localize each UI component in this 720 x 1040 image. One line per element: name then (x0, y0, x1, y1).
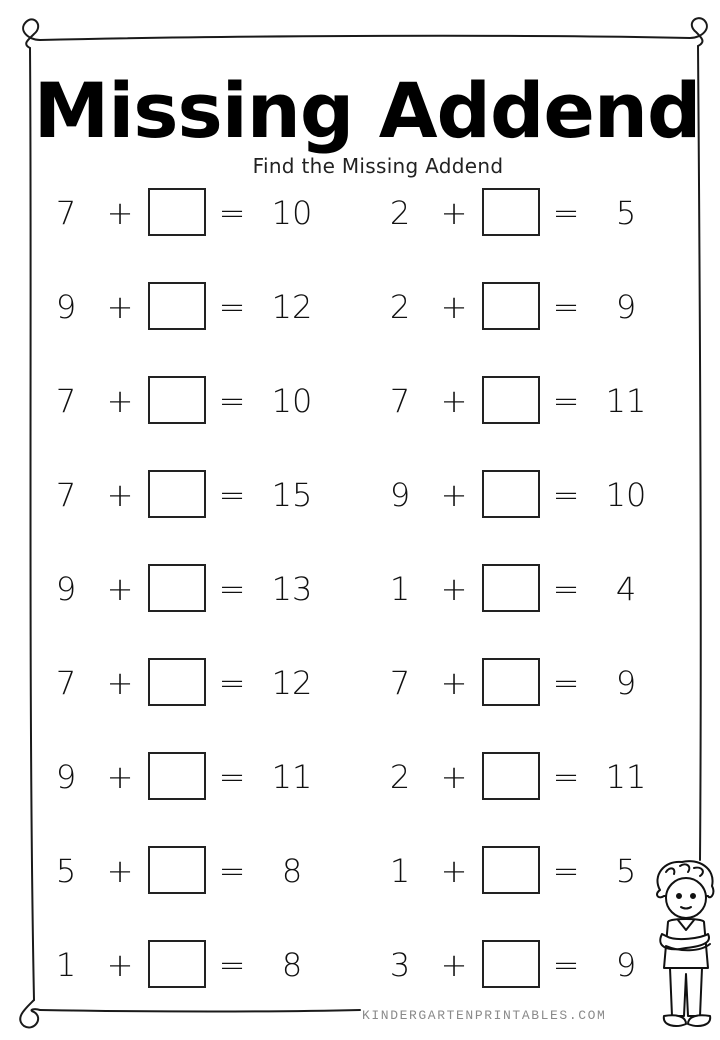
equals-sign: = (218, 570, 246, 608)
plus-sign: + (106, 946, 134, 984)
known-addend: 7 (55, 194, 77, 232)
answer-box[interactable] (482, 940, 540, 988)
known-addend: 2 (389, 288, 411, 326)
answer-box[interactable] (148, 846, 206, 894)
equals-sign: = (552, 476, 580, 514)
equals-sign: = (552, 194, 580, 232)
equals-sign: = (552, 758, 580, 796)
problem-row (374, 752, 694, 846)
known-addend: 1 (389, 570, 411, 608)
problem-row (374, 282, 694, 376)
answer-box[interactable] (148, 376, 206, 424)
equals-sign: = (218, 382, 246, 420)
answer-box[interactable] (148, 564, 206, 612)
problem-row (40, 940, 360, 1034)
equals-sign: = (552, 382, 580, 420)
known-addend: 7 (389, 382, 411, 420)
equals-sign: = (552, 946, 580, 984)
problem-row (40, 376, 360, 470)
answer-box[interactable] (482, 752, 540, 800)
equals-sign: = (552, 288, 580, 326)
known-addend: 7 (55, 382, 77, 420)
answer-box[interactable] (148, 470, 206, 518)
equals-sign: = (552, 664, 580, 702)
plus-sign: + (440, 570, 468, 608)
problem-row (40, 846, 360, 940)
plus-sign: + (106, 570, 134, 608)
sum-value: 4 (615, 570, 637, 608)
plus-sign: + (106, 664, 134, 702)
plus-sign: + (440, 852, 468, 890)
sum-value: 12 (271, 664, 313, 702)
sum-value: 9 (615, 288, 637, 326)
sum-value: 11 (605, 382, 647, 420)
plus-sign: + (106, 758, 134, 796)
answer-box[interactable] (148, 188, 206, 236)
sum-value: 13 (271, 570, 313, 608)
answer-box[interactable] (482, 188, 540, 236)
known-addend: 5 (55, 852, 77, 890)
problem-row (374, 470, 694, 564)
answer-box[interactable] (148, 282, 206, 330)
known-addend: 9 (55, 288, 77, 326)
sum-value: 5 (615, 194, 637, 232)
plus-sign: + (106, 288, 134, 326)
answer-box[interactable] (148, 940, 206, 988)
known-addend: 2 (389, 194, 411, 232)
known-addend: 2 (389, 758, 411, 796)
problem-row (40, 658, 360, 752)
equals-sign: = (218, 664, 246, 702)
sum-value: 11 (271, 758, 313, 796)
plus-sign: + (440, 288, 468, 326)
equals-sign: = (552, 852, 580, 890)
problem-row (40, 752, 360, 846)
problem-row (374, 564, 694, 658)
equals-sign: = (218, 758, 246, 796)
sum-value: 10 (271, 194, 313, 232)
sum-value: 10 (605, 476, 647, 514)
answer-box[interactable] (482, 564, 540, 612)
equals-sign: = (218, 852, 246, 890)
equals-sign: = (218, 288, 246, 326)
plus-sign: + (440, 946, 468, 984)
equals-sign: = (218, 194, 246, 232)
sum-value: 9 (615, 664, 637, 702)
sum-value: 10 (271, 382, 313, 420)
problem-row (40, 282, 360, 376)
sum-value: 9 (615, 946, 637, 984)
sum-value: 12 (271, 288, 313, 326)
known-addend: 9 (389, 476, 411, 514)
problem-row (374, 658, 694, 752)
sum-value: 11 (605, 758, 647, 796)
answer-box[interactable] (482, 282, 540, 330)
known-addend: 7 (55, 664, 77, 702)
answer-box[interactable] (482, 658, 540, 706)
sum-value: 15 (271, 476, 313, 514)
equals-sign: = (218, 476, 246, 514)
child-cartoon-icon (646, 856, 720, 1036)
left-problem-column (40, 188, 360, 1034)
known-addend: 9 (55, 758, 77, 796)
answer-box[interactable] (148, 658, 206, 706)
plus-sign: + (106, 382, 134, 420)
answer-box[interactable] (482, 376, 540, 424)
plus-sign: + (440, 664, 468, 702)
known-addend: 9 (55, 570, 77, 608)
answer-box[interactable] (482, 470, 540, 518)
page-subtitle: Find the Missing Addend (252, 154, 504, 178)
page-title: Missing Addend (33, 66, 701, 155)
equals-sign: = (218, 946, 246, 984)
plus-sign: + (106, 852, 134, 890)
known-addend: 3 (389, 946, 411, 984)
problem-row (374, 188, 694, 282)
sum-value: 8 (281, 852, 303, 890)
problem-row (40, 470, 360, 564)
plus-sign: + (440, 382, 468, 420)
answer-box[interactable] (482, 846, 540, 894)
plus-sign: + (106, 476, 134, 514)
answer-box[interactable] (148, 752, 206, 800)
plus-sign: + (440, 194, 468, 232)
known-addend: 7 (55, 476, 77, 514)
known-addend: 1 (389, 852, 411, 890)
site-footer-text: KINDERGARTENPRINTABLES.COM (362, 1008, 607, 1023)
plus-sign: + (440, 476, 468, 514)
known-addend: 1 (55, 946, 77, 984)
problem-row (374, 376, 694, 470)
equals-sign: = (552, 570, 580, 608)
problem-row (40, 188, 360, 282)
sum-value: 5 (615, 852, 637, 890)
known-addend: 7 (389, 664, 411, 702)
problem-row (40, 564, 360, 658)
plus-sign: + (106, 194, 134, 232)
sum-value: 8 (281, 946, 303, 984)
plus-sign: + (440, 758, 468, 796)
